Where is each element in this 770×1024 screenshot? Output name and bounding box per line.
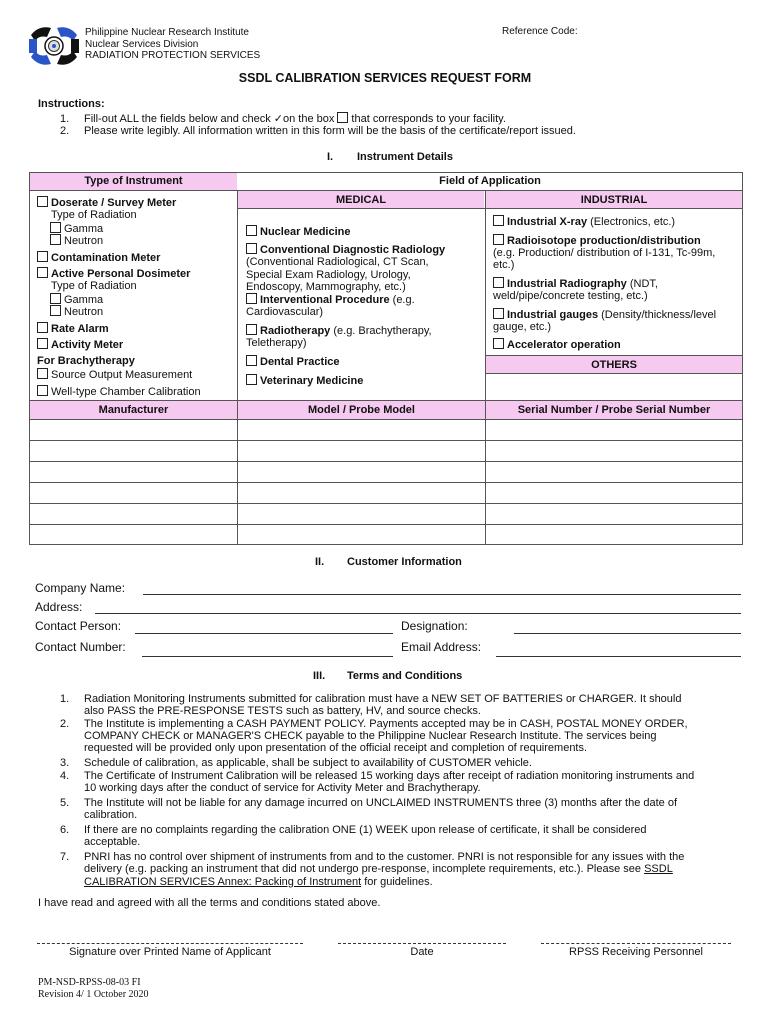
option-activity-meter[interactable]: Activity Meter	[37, 338, 123, 352]
option-gamma[interactable]: Gamma	[50, 222, 103, 236]
industrial-header: INDUSTRIAL	[580, 194, 648, 206]
term-item: 2. The Institute is implementing a CASH PAYMENT POLICY. Payments accepted may be in CASH, POSTAL MONEY ORDER, COMPANY CHECK or MANAGER'S CHECK payable to the Philippine Nuclear Research Institute. The services being requested will be provided only upon presentation of the official receipt and completion of requirements.	[60, 717, 688, 755]
rule	[30, 461, 742, 462]
company-name-field[interactable]	[143, 594, 741, 595]
option-interventional[interactable]: Interventional Procedure (e.g.	[246, 293, 415, 307]
form-title: SSDL CALIBRATION SERVICES REQUEST FORM	[238, 71, 532, 85]
checkbox[interactable]	[246, 225, 257, 236]
checkbox[interactable]	[246, 324, 257, 335]
rule	[30, 419, 742, 420]
checkbox[interactable]	[37, 196, 48, 207]
rule	[30, 482, 742, 483]
term-item: 6. If there are no complaints regarding the calibration ONE (1) WEEK upon release of certificate, it shall be considered acceptable.	[60, 824, 647, 849]
contact-number-label: Contact Number:	[35, 640, 126, 654]
date-label: Date	[410, 946, 434, 958]
designation-label: Designation:	[401, 619, 468, 633]
option-doserate[interactable]: Doserate / Survey Meter	[37, 196, 176, 210]
applicant-signature-label: Signature over Printed Name of Applicant	[69, 946, 271, 958]
company-name-label: Company Name:	[35, 581, 126, 595]
checkbox[interactable]	[246, 355, 257, 366]
interventional-desc: Cardiovascular)	[246, 306, 324, 318]
rule	[30, 440, 742, 441]
checkbox[interactable]	[246, 374, 257, 385]
type-of-radiation-label: Type of Radiation	[51, 209, 137, 221]
contact-person-label: Contact Person:	[35, 619, 122, 633]
option-personal-dosimeter[interactable]: Active Personal Dosimeter	[37, 267, 190, 281]
option-industrial-xray[interactable]: Industrial X-ray (Electronics, etc.)	[493, 215, 675, 229]
serial-number-header: Serial Number / Probe Serial Number	[517, 404, 711, 416]
option-conventional-diagnostic[interactable]: Conventional Diagnostic Radiology	[246, 243, 445, 257]
annex-link[interactable]: CALIBRATION SERVICES Annex: Packing of Instrument	[84, 875, 362, 888]
option-rate-alarm[interactable]: Rate Alarm	[37, 322, 109, 336]
option-veterinary[interactable]: Veterinary Medicine	[246, 374, 363, 388]
type-of-instrument-header: Type of Instrument	[84, 175, 183, 187]
rule	[486, 373, 742, 374]
option-industrial-radiography[interactable]: Industrial Radiography (NDT,	[493, 277, 658, 291]
conventional-desc: Endoscopy, Mammography, etc.)	[246, 281, 406, 293]
radiography-desc: weld/pipe/concrete testing, etc.)	[493, 290, 648, 302]
checkbox[interactable]	[493, 338, 504, 349]
rule	[486, 355, 742, 356]
instructions-heading: Instructions:	[38, 98, 105, 110]
personnel-label: RPSS Receiving Personnel	[569, 946, 703, 958]
checkbox[interactable]	[50, 234, 61, 245]
gauges-desc: gauge, etc.)	[493, 321, 552, 333]
type-of-radiation-label: Type of Radiation	[51, 280, 137, 292]
brachytherapy-label: For Brachytherapy	[37, 355, 135, 367]
term-item: 4. The Certificate of Instrument Calibration will be released 15 working days after receipt of radiation monitoring instruments and 10 working days after the conduct of service for Activity Meter and Brachytherapy.	[60, 770, 695, 795]
others-header: OTHERS	[591, 359, 637, 371]
email-label: Email Address:	[401, 640, 482, 654]
checkbox[interactable]	[493, 277, 504, 288]
conventional-desc: (Conventional Radiological, CT Scan,	[246, 256, 429, 268]
agreement-statement: I have read and agreed with all the terms and conditions stated above.	[38, 897, 381, 909]
checkbox[interactable]	[37, 251, 48, 262]
term-item: 5. The Institute will not be liable for any damage incurred on UNCLAIMED INSTRUMENTS three (3) months after the date of calibration.	[60, 797, 678, 822]
address-field[interactable]	[95, 613, 741, 614]
checkbox[interactable]	[246, 243, 257, 254]
section-name: RADIATION PROTECTION SERVICES	[85, 50, 261, 61]
instruction-1: 1. Fill-out ALL the fields below and check ✓on the box that corresponds to your facility.	[60, 113, 506, 125]
contact-person-field[interactable]	[135, 633, 393, 634]
option-neutron[interactable]: Neutron	[50, 305, 103, 319]
date-line[interactable]	[338, 943, 506, 944]
checkbox-sample	[337, 112, 348, 123]
rule	[30, 503, 742, 504]
option-gamma[interactable]: Gamma	[50, 293, 103, 307]
checkbox[interactable]	[37, 267, 48, 278]
address-label: Address:	[35, 600, 83, 614]
radiotherapy-desc: Teletherapy)	[246, 337, 307, 349]
annex-link[interactable]: SSDL	[644, 863, 673, 876]
checkmark-icon: ✓	[273, 113, 283, 125]
checkbox[interactable]	[246, 293, 257, 304]
option-contamination-meter[interactable]: Contamination Meter	[37, 251, 160, 265]
institute-name: Philippine Nuclear Research Institute	[85, 27, 249, 38]
division-name: Nuclear Services Division	[85, 38, 199, 50]
radioisotope-desc: etc.)	[493, 259, 515, 271]
option-neutron[interactable]: Neutron	[50, 234, 103, 248]
checkbox[interactable]	[37, 322, 48, 333]
rule	[30, 400, 742, 401]
instruction-2: 2. Please write legibly. All information written in this form will be the basis of the certificate/report issued.	[60, 125, 576, 137]
checkbox[interactable]	[493, 308, 504, 319]
checkbox[interactable]	[37, 385, 48, 396]
radioisotope-desc: (e.g. Production/ distribution of I-131, Tc-99m,	[493, 247, 716, 259]
reference-code-label: Reference Code:	[502, 26, 578, 37]
checkbox[interactable]	[37, 338, 48, 349]
form-code: PM-NSD-RPSS-08-03 FI	[38, 977, 141, 988]
checkbox[interactable]	[50, 305, 61, 316]
option-radioisotope[interactable]: Radioisotope production/distribution	[493, 234, 701, 248]
term-item: 3. Schedule of calibration, as applicable, shall be subject to availability of CUSTOMER vehicle.	[60, 756, 532, 769]
checkbox[interactable]	[50, 222, 61, 233]
option-nuclear-medicine[interactable]: Nuclear Medicine	[246, 225, 350, 239]
checkbox[interactable]	[493, 215, 504, 226]
option-radiotherapy[interactable]: Radiotherapy (e.g. Brachytherapy,	[246, 324, 432, 338]
pnri-logo	[29, 25, 79, 67]
others-input[interactable]	[487, 375, 741, 399]
option-source-output[interactable]: Source Output Measurement	[37, 368, 192, 382]
option-industrial-gauges[interactable]: Industrial gauges (Density/thickness/level	[493, 308, 716, 322]
rule	[30, 190, 742, 191]
field-of-application-header: Field of Application	[439, 175, 541, 187]
term-item: 7. PNRI has no control over shipment of instruments from and to the customer. PNRI is not responsible for any issues with the delivery (e.g. packing an instrument that did not undergo pre-response, incomplete requirements, etc.). Please see SSDL CALIBRATION SERVICES Annex: Packing of Instrument for guidelines.	[60, 851, 685, 888]
option-dental[interactable]: Dental Practice	[246, 355, 339, 369]
applicant-signature-line[interactable]	[37, 943, 303, 944]
rule	[237, 190, 238, 419]
conventional-desc: Special Exam Radiology, Urology,	[246, 268, 411, 281]
revision-info: Revision 4/ 1 October 2020	[38, 989, 149, 1000]
email-field[interactable]	[496, 656, 741, 657]
term-item: 1. Radiation Monitoring Instruments submitted for calibration must have a NEW SET OF BATTERIES or CHARGER. It should also PASS the PRE-RESPONSE TESTS such as battery, HV, and source checks.	[60, 693, 682, 718]
rule	[30, 524, 742, 525]
checkbox[interactable]	[493, 234, 504, 245]
manufacturer-header: Manufacturer	[98, 404, 169, 416]
option-well-type[interactable]: Well-type Chamber Calibration	[37, 385, 201, 399]
rule	[485, 190, 486, 545]
personnel-signature-line[interactable]	[541, 943, 731, 944]
checkbox[interactable]	[37, 368, 48, 379]
designation-field[interactable]	[514, 633, 741, 634]
option-accelerator[interactable]: Accelerator operation	[493, 338, 621, 352]
checkbox[interactable]	[50, 293, 61, 304]
model-header: Model / Probe Model	[308, 404, 415, 416]
medical-header: MEDICAL	[335, 194, 387, 206]
contact-number-field[interactable]	[142, 656, 393, 657]
rule	[238, 208, 742, 209]
